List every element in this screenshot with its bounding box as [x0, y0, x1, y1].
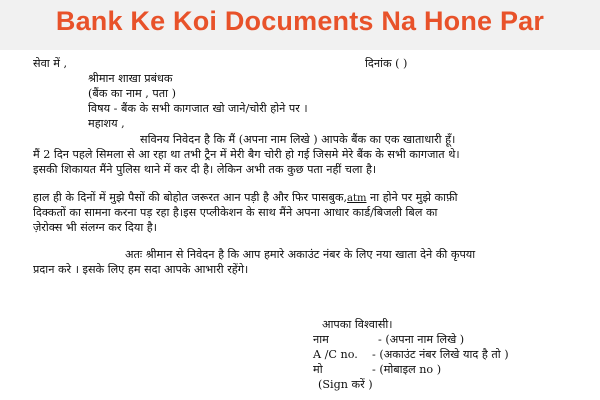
- mobile-value: - (मोबाइल no ): [372, 363, 442, 376]
- letter-bank-name: (बैंक का नाम , पता ): [88, 87, 176, 100]
- signature-line: (Sign करें ): [318, 378, 373, 391]
- letter-to: सेवा में ,: [33, 57, 68, 70]
- account-value: - (अकाउंट नंबर लिखे याद है तो ): [372, 348, 509, 361]
- letter-subject: विषय - बैंक के सभी कागजात खो जाने/चोरी होने पर ।: [88, 102, 308, 115]
- letter-addressee: श्रीमान शाखा प्रबंधक: [88, 72, 173, 85]
- paragraph-line: अतः श्रीमान से निवेदन है कि आप हमारे अकाउंट नंबर के लिए नया खाता देने की कृपया: [125, 248, 476, 261]
- paragraph-line: ज़ेरोक्स भी संलग्न कर दिया है।: [33, 221, 157, 234]
- page-title: Bank Ke Koi Documents Na Hone Par: [55, 6, 545, 36]
- paragraph-line: [33, 191, 458, 206]
- name-value: - (अपना नाम लिखे ): [378, 333, 465, 346]
- account-label: A /C no.: [313, 348, 358, 361]
- paragraph-text: हाल ही के दिनों में मुझे पैसों की बोहोत जरूरत आन पड़ी है और फिर पासबुक,: [33, 191, 348, 204]
- paragraph-line: प्रदान करे । इसके लिए हम सदा आपके आभारी रहेंगे।: [33, 263, 249, 276]
- paragraph-line: इसकी शिकायत मैंने पुलिस थाने में कर दी है। लेकिन अभी तक कुछ पता नहीं चला है।: [33, 163, 377, 176]
- letter-salutation: महाशय ,: [88, 117, 125, 130]
- paragraph-line: मैं 2 दिन पहले सिमला से आ रहा था तभी ट्रैन में मेरी बैग चोरी हो गई जिसमे मेरे बैंक के सभी कागजात थे।: [33, 148, 460, 161]
- letter-document: [0, 50, 600, 400]
- paragraph-text: ना होने पर मुझे काफ़ी: [366, 191, 458, 204]
- letter-date: दिनांक ( ): [365, 57, 408, 70]
- letter-closing: आपका विश्वासी।: [322, 318, 393, 331]
- paragraph-line: दिक्कतों का सामना करना पड़ रहा है।इस एप्लीकेशन के साथ मैंने अपना आधार कार्ड/बिजली बिल का: [33, 206, 438, 219]
- paragraph-line: सविनय निवेदन है कि मैं (अपना नाम लिखे ) आपके बैंक का एक खाताधारी हूँ।: [140, 133, 456, 146]
- mobile-label: मो: [313, 363, 323, 376]
- atm-text: atm: [347, 193, 367, 204]
- name-label: नाम: [313, 333, 329, 346]
